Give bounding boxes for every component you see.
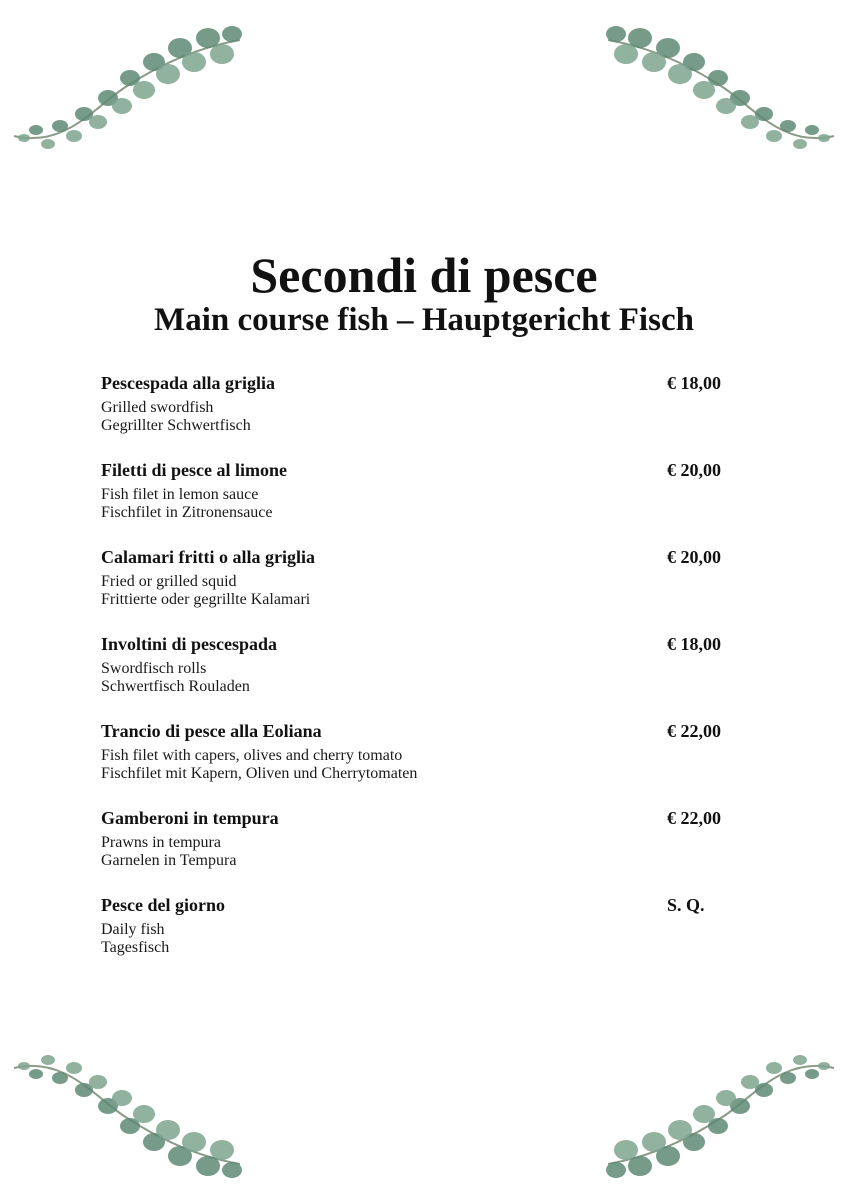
page-subtitle: Main course fish – Hauptgericht Fisch [154,302,694,338]
item-price: € 20,00 [667,460,721,480]
item-name: Trancio di pesce alla Eoliana [101,721,322,741]
item-description-de: Tagesfisch [101,939,170,956]
eucalyptus-branch-icon [604,1036,844,1186]
item-description-en: Fish filet with capers, olives and cherry tomato [101,747,403,764]
item-description-en: Swordfisch rolls [101,660,207,677]
item-price: € 20,00 [667,547,721,567]
menu-item [101,546,741,633]
item-description-en: Grilled swordfish [101,399,214,416]
item-name: Calamari fritti o alla griglia [101,547,315,567]
item-price: € 22,00 [667,808,721,828]
item-price: € 18,00 [667,634,721,654]
menu-item [101,807,741,894]
item-name: Gamberoni in tempura [101,808,279,828]
eucalyptus-branch-svg [4,1036,244,1186]
item-description-en: Fish filet in lemon sauce [101,486,259,503]
item-description-de: Schwertfisch Rouladen [101,678,250,695]
menu-item [101,372,741,459]
item-name: Involtini di pescespada [101,634,278,654]
eucalyptus-branch-svg [604,18,844,168]
item-description-de: Fischfilet in Zitronensauce [101,504,273,521]
item-description-de: Gegrillter Schwertfisch [101,417,251,434]
eucalyptus-branch-svg [4,18,244,168]
menu-item [101,633,741,720]
item-name: Pesce del giorno [101,895,225,915]
eucalyptus-branch-icon [4,1036,244,1186]
menu-item [101,720,741,807]
item-name: Pescespada alla griglia [101,373,275,393]
item-description-de: Garnelen in Tempura [101,852,237,869]
page-title: Secondi di pesce [250,247,598,303]
item-description-de: Fischfilet mit Kapern, Oliven und Cherrytomaten [101,765,418,782]
item-price: € 22,00 [667,721,721,741]
item-name: Filetti di pesce al limone [101,460,287,480]
item-description-en: Daily fish [101,921,165,938]
menu-item [101,894,741,981]
item-description-de: Frittierte oder gegrillte Kalamari [101,591,311,608]
item-description-en: Fried or grilled squid [101,573,237,590]
item-price: € 18,00 [667,373,721,393]
item-description-en: Prawns in tempura [101,834,221,851]
item-price: S. Q. [667,895,705,915]
menu-item [101,459,741,546]
menu-list [101,372,741,981]
eucalyptus-branch-svg [604,1036,844,1186]
eucalyptus-branch-icon [604,18,844,168]
eucalyptus-branch-icon [4,18,244,168]
